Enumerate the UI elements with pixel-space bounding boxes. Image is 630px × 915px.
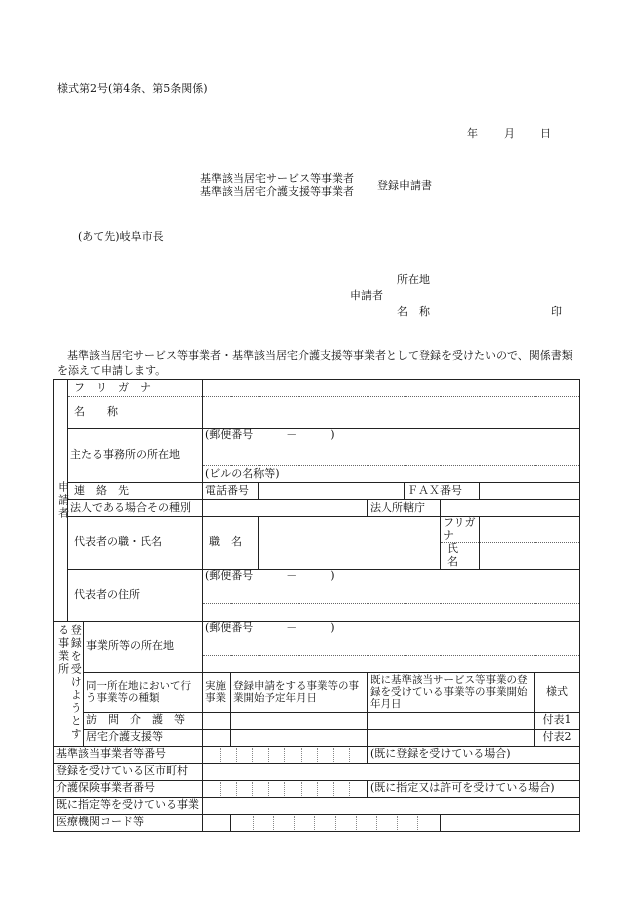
designated-business-field[interactable] xyxy=(203,797,580,814)
fax-field[interactable] xyxy=(480,483,580,500)
corp-type-field[interactable] xyxy=(203,500,368,517)
date-day: 日 xyxy=(540,127,551,140)
form-ref: 付表2 xyxy=(535,729,580,746)
medical-code-blank xyxy=(203,814,231,831)
addressee: (あて先)岐阜市長 xyxy=(78,230,164,243)
phone-label: 電話番号 xyxy=(203,483,259,500)
applicant-location-label: 所在地 xyxy=(397,273,430,286)
title-line2: 基準該当居宅介護支援等事業者 xyxy=(200,185,354,198)
business-row xyxy=(54,729,580,746)
application-form-table xyxy=(53,379,580,832)
date-month: 月 xyxy=(504,127,515,140)
applicant-side-label: 申請者 xyxy=(54,380,68,622)
office-location-field[interactable] xyxy=(203,655,580,672)
business-row xyxy=(54,712,580,729)
form-id: 様式第2号(第4条、第5条関係) xyxy=(57,82,208,95)
medical-code-label: 医療機関コード等 xyxy=(54,814,203,831)
position-field[interactable] xyxy=(259,517,441,570)
applicant-name-label: 名 称 xyxy=(397,305,430,318)
corp-authority-label: 法人所轄庁 xyxy=(368,500,441,517)
registered-city-field[interactable] xyxy=(203,763,580,780)
office-location-label: 事業所等の所在地 xyxy=(84,621,203,672)
existing-date-field[interactable] xyxy=(368,729,535,746)
kijun-number-label: 基準該当事業者等番号 xyxy=(54,746,203,763)
office-postal-field[interactable]: (郵便番号 － ) xyxy=(203,621,580,655)
phone-field[interactable] xyxy=(259,483,405,500)
implement-checkbox[interactable] xyxy=(203,712,231,729)
start-date-field[interactable] xyxy=(231,729,368,746)
insurance-number-field[interactable] xyxy=(203,780,368,797)
registered-city-label: 登録を受けている区市町村 xyxy=(54,763,203,780)
position-label: 職 名 xyxy=(203,517,259,570)
title-suffix: 登録申請書 xyxy=(377,179,432,192)
business-kind: 訪 問 介 護 等 xyxy=(84,712,203,729)
furigana-field[interactable] xyxy=(203,380,580,397)
name-field[interactable] xyxy=(203,397,580,429)
form-ref: 付表1 xyxy=(535,712,580,729)
business-side-label: 登録を受けようとする事業所 xyxy=(54,621,84,746)
kijun-number-field[interactable] xyxy=(203,746,368,763)
main-office-building-field[interactable]: (ビルの名称等) xyxy=(203,466,580,483)
fax-label: ＦＡＸ番号 xyxy=(405,483,480,500)
rep-shimei-field[interactable] xyxy=(480,543,580,569)
rep-furigana-label: フリガナ xyxy=(441,517,480,543)
rep-address-field[interactable] xyxy=(203,603,580,620)
existing-date-field[interactable] xyxy=(368,712,535,729)
intro-text: 基準該当居宅サービス等事業者・基準該当居宅介護支援等事業者として登録を受けたいので、関係書類を添えて申請します。 xyxy=(57,349,573,377)
header-form: 様式 xyxy=(535,672,580,712)
start-date-field[interactable] xyxy=(231,712,368,729)
header-start-date: 登録申請をする事業等の事業開始予定年月日 xyxy=(231,672,368,712)
date-year: 年 xyxy=(467,127,478,140)
insurance-number-label: 介護保険事業者番号 xyxy=(54,780,203,797)
rep-furigana-field[interactable] xyxy=(480,517,580,543)
title-line1: 基準該当居宅サービス等事業者 xyxy=(200,172,354,185)
rep-address-label: 代表者の住所 xyxy=(68,569,203,621)
rep-address-postal-field[interactable]: (郵便番号 － ) xyxy=(203,569,580,603)
business-kind: 居宅介護支援等 xyxy=(84,729,203,746)
header-business-kind: 同一所在地において行う事業等の種類 xyxy=(84,672,203,712)
corp-authority-field[interactable] xyxy=(441,500,580,517)
medical-code-extra[interactable] xyxy=(441,814,580,831)
furigana-label: フ リ ガ ナ xyxy=(68,380,203,397)
kijun-note: (既に登録を受けている場合) xyxy=(368,746,580,763)
corp-type-label: 法人である場合その種別 xyxy=(68,500,203,517)
seal-mark: 印 xyxy=(551,305,562,318)
rep-shimei-label: 氏 名 xyxy=(441,543,480,569)
name-label: 名 称 xyxy=(68,397,203,429)
main-office-postal-field[interactable]: (郵便番号 － ) xyxy=(203,429,580,466)
implement-checkbox[interactable] xyxy=(203,729,231,746)
main-office-label: 主たる事務所の所在地 xyxy=(68,429,203,483)
header-implement: 実施事業 xyxy=(203,672,231,712)
designated-business-label: 既に指定等を受けている事業 xyxy=(54,797,203,814)
contact-label: 連 絡 先 xyxy=(68,483,203,500)
rep-title-name-label: 代表者の職・氏名 xyxy=(68,517,203,570)
header-existing-date: 既に基準該当サービス等事業の登録を受けている事業等の事業開始年月日 xyxy=(368,672,535,712)
applicant-label: 申請者 xyxy=(350,289,383,302)
insurance-note: (既に指定又は許可を受けている場合) xyxy=(368,780,580,797)
medical-code-field[interactable] xyxy=(231,814,441,831)
